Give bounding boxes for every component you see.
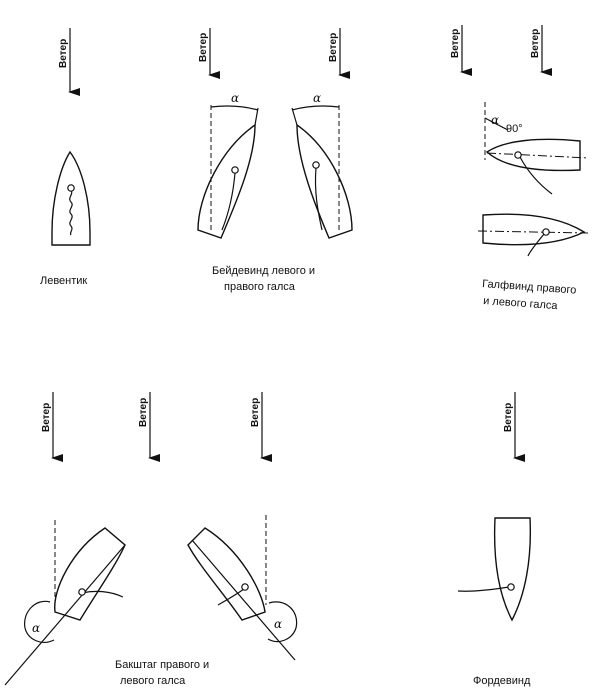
levintik-group bbox=[40, 28, 90, 287]
sail bbox=[520, 157, 552, 194]
mast bbox=[68, 185, 74, 191]
svg-text:Ветер: Ветер bbox=[138, 397, 149, 427]
svg-text:α: α bbox=[32, 621, 41, 635]
wind-arrow bbox=[41, 392, 53, 458]
boat-hull bbox=[297, 125, 352, 238]
bakshtag-group bbox=[5, 392, 297, 687]
wind-arrow bbox=[58, 28, 70, 92]
boat-hull bbox=[188, 528, 265, 620]
mast bbox=[508, 584, 514, 590]
svg-text:α: α bbox=[231, 91, 240, 105]
svg-text:Ветер: Ветер bbox=[503, 402, 514, 432]
mast bbox=[515, 152, 521, 158]
caption-beidewind-line2: правого галса bbox=[224, 281, 295, 293]
sail bbox=[218, 589, 244, 605]
mast bbox=[242, 584, 248, 590]
svg-text:Ветер: Ветер bbox=[530, 28, 541, 58]
boat-hull bbox=[495, 518, 531, 620]
wind-arrow bbox=[250, 392, 262, 458]
svg-text:Ветер: Ветер bbox=[41, 402, 52, 432]
caption-galfwind-line1: Галфвинд правого bbox=[481, 278, 577, 297]
caption-bakshtag-line1: Бакштаг правого и bbox=[115, 659, 210, 671]
wind-arrow bbox=[198, 28, 210, 75]
wind-arrow bbox=[503, 392, 515, 458]
mast bbox=[313, 162, 319, 168]
caption-bakshtag-line2: левого галса bbox=[120, 675, 186, 687]
sail bbox=[82, 591, 123, 597]
luffing-sail bbox=[70, 190, 72, 235]
svg-text:Ветер: Ветер bbox=[250, 397, 261, 427]
boat-hull bbox=[483, 214, 584, 245]
svg-text:α: α bbox=[491, 113, 500, 127]
svg-text:Ветер: Ветер bbox=[198, 32, 209, 62]
svg-text:α: α bbox=[313, 91, 322, 105]
svg-text:Ветер: Ветер bbox=[450, 28, 461, 58]
mast bbox=[543, 229, 549, 235]
caption-fordewind: Фордевинд bbox=[473, 675, 531, 687]
wind-arrow bbox=[328, 28, 340, 75]
caption-galfwind-line2: и левого галса bbox=[482, 295, 558, 313]
svg-text:Ветер: Ветер bbox=[328, 32, 339, 62]
wind-arrow bbox=[450, 25, 462, 72]
angle-90: 90° bbox=[506, 123, 523, 135]
caption-beidewind-line1: Бейдевинд левого и bbox=[212, 265, 316, 277]
fordewind-group bbox=[458, 392, 531, 687]
caption-levintik: Левентик bbox=[40, 275, 88, 287]
mast bbox=[232, 167, 238, 173]
galfwind-group bbox=[450, 25, 588, 312]
mast bbox=[79, 589, 85, 595]
wind-arrow bbox=[138, 392, 150, 458]
sail bbox=[315, 168, 322, 230]
wind-arrow bbox=[530, 25, 542, 72]
boat-hull bbox=[55, 528, 125, 620]
svg-text:α: α bbox=[274, 617, 283, 631]
svg-text:Ветер: Ветер bbox=[58, 38, 69, 68]
beidewind-group bbox=[198, 28, 352, 293]
boat-hull bbox=[198, 125, 255, 238]
